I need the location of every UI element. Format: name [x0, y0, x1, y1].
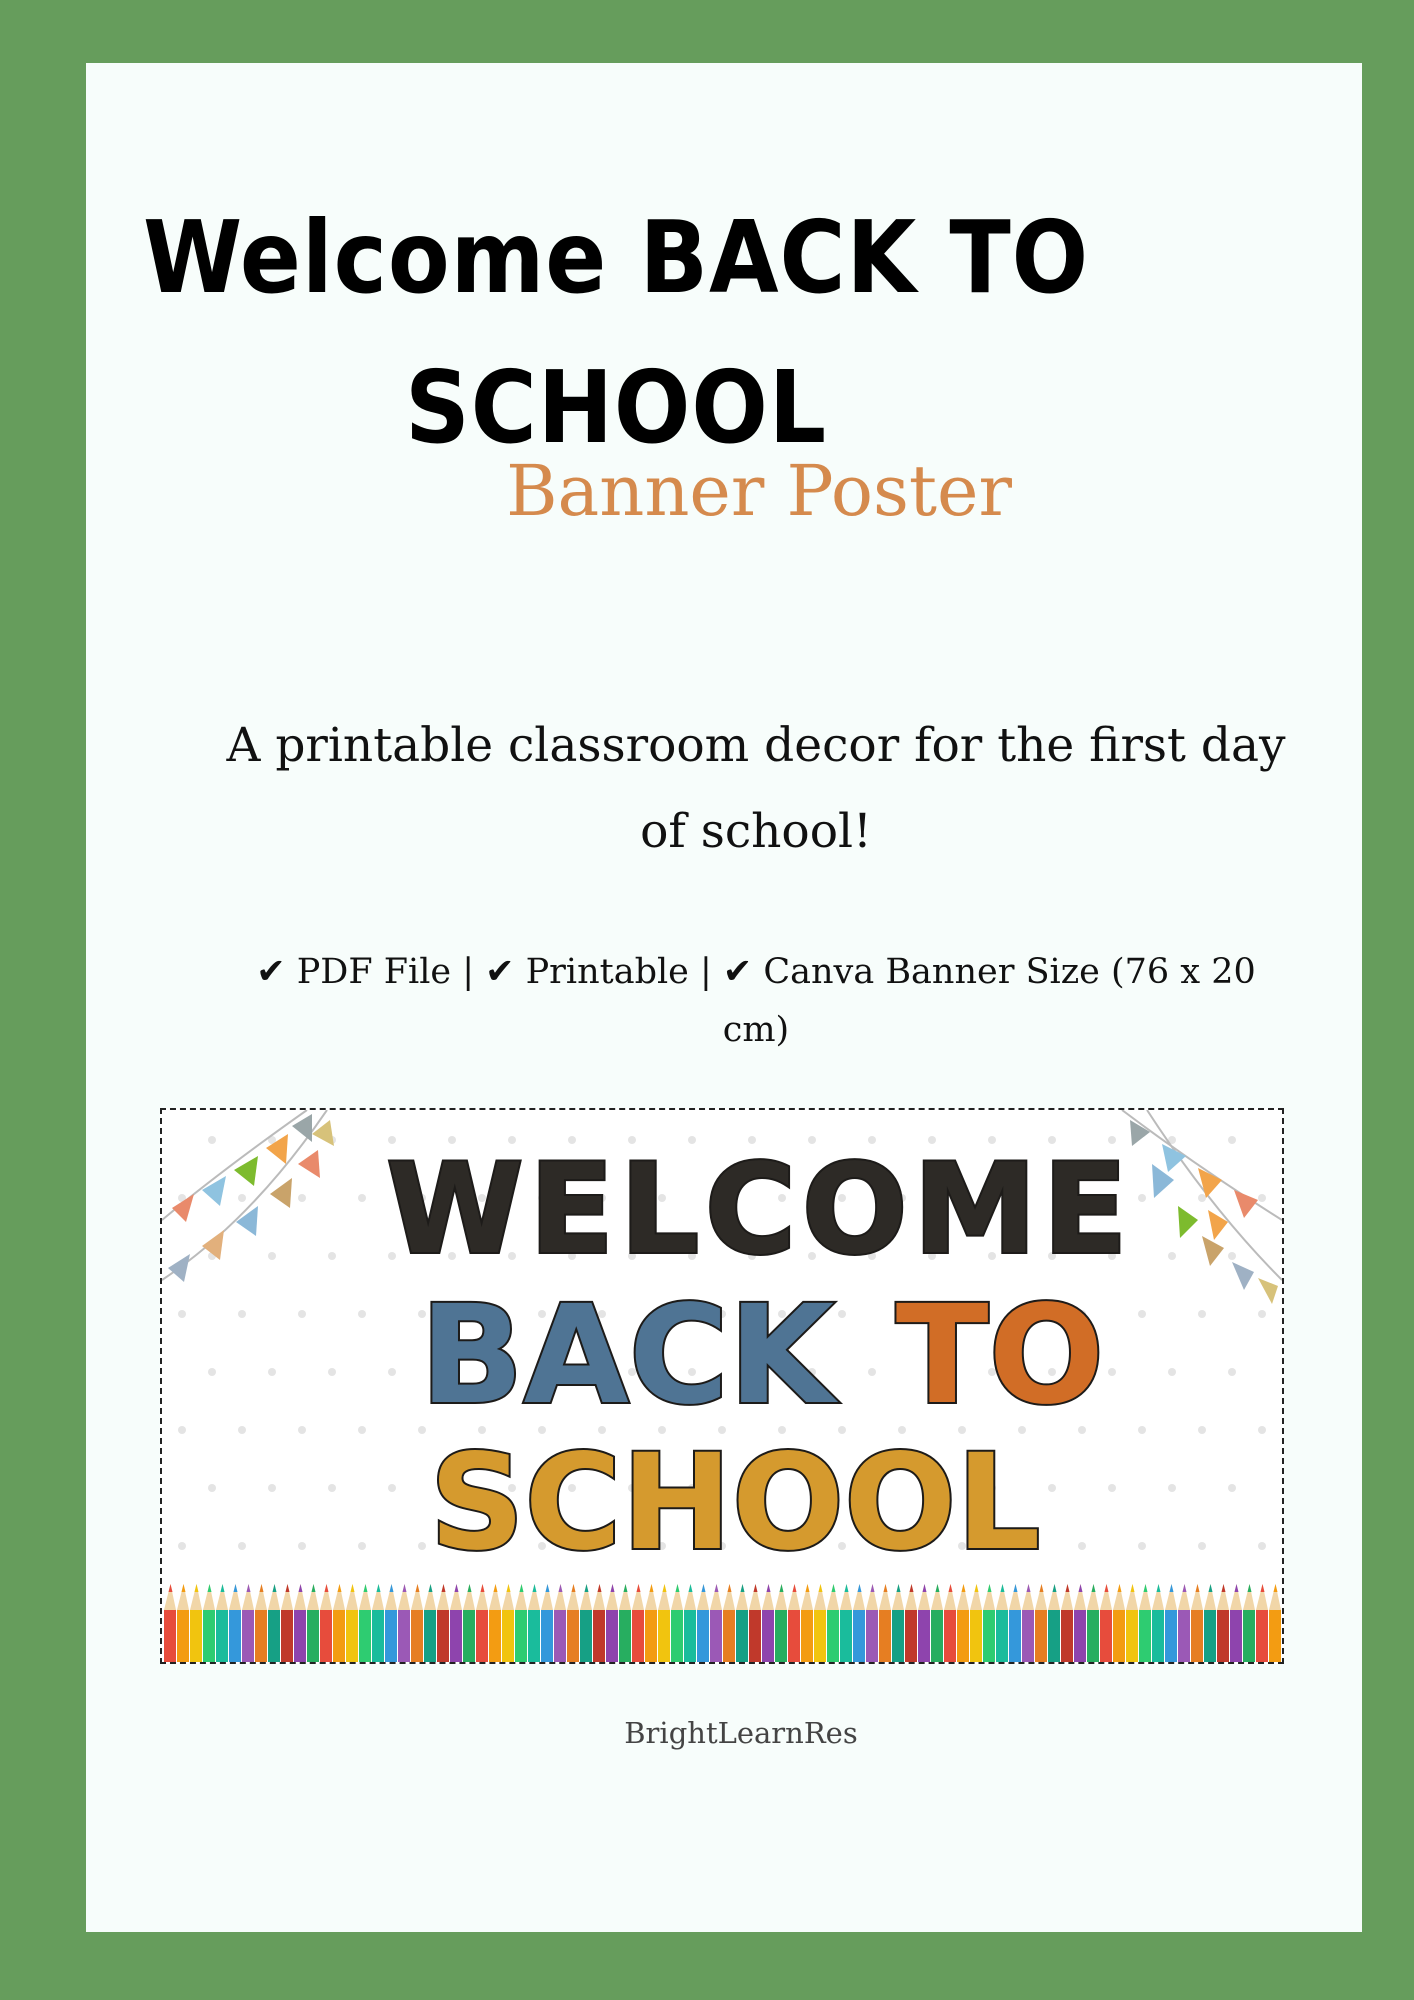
feature-list: ✔ PDF File | ✔ Printable | ✔ Canva Banner Size (76 x 20 cm): [256, 952, 1256, 1050]
poster-description: A printable classroom decor for the first day of school!: [226, 718, 1286, 859]
banner-back-text: BACK: [419, 1277, 835, 1435]
banner-welcome-text: WELCOME: [386, 1138, 1134, 1282]
banner-artwork: [162, 1110, 1282, 1662]
pencil-border-icon: [164, 1584, 1281, 1662]
poster-subtitle: Banner Poster: [506, 450, 1012, 532]
poster-title: Welcome BACK TO SCHOOL: [142, 199, 1090, 466]
brand-name: BrightLearnRes: [624, 1716, 858, 1750]
bunting-right-icon: [1122, 1110, 1282, 1304]
banner-to-text: TO: [895, 1277, 1105, 1435]
banner-preview: [160, 1108, 1284, 1664]
bunting-left-icon: [162, 1110, 334, 1282]
banner-school-text: SCHOOL: [429, 1426, 1041, 1580]
poster-page: [86, 63, 1362, 1932]
